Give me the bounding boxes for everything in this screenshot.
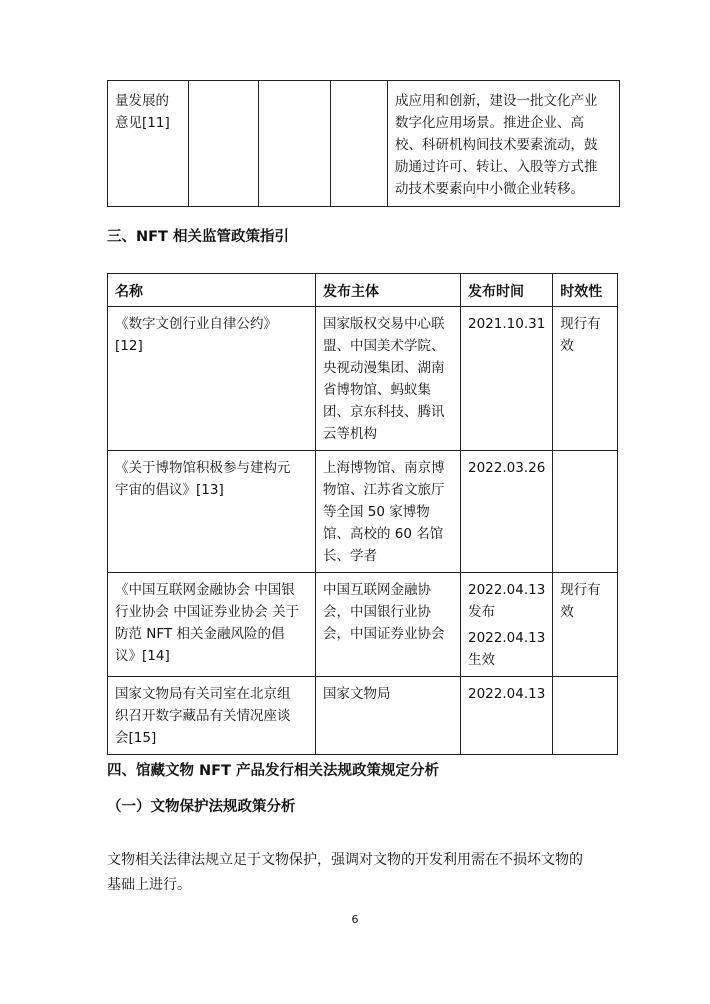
table-row (108, 573, 618, 677)
text-line: 中国互联网金融协 (323, 582, 431, 598)
text-line: 2022.04.13 (468, 686, 546, 702)
text-line: 国家文物局 (323, 686, 391, 702)
table-row (108, 451, 618, 573)
text-line: 行业协会 中国证券业协会 关于 (115, 604, 300, 620)
policy-status (553, 307, 618, 451)
section-3-heading: 三、NFT 相关监管政策指引 (107, 229, 289, 245)
text-line: 2022.03.26 (468, 460, 546, 476)
policy-content-cell (388, 81, 620, 207)
text-line: 《数字文创行业自律公约》 (115, 316, 277, 332)
policy-name (108, 451, 316, 573)
text-line: 《关于博物馆积极参与建构元 (115, 460, 291, 476)
text-line: 校、科研机构间技术要素流动，鼓 (395, 137, 598, 153)
section-4-heading: 四、馆藏文物 NFT 产品发行相关法规政策规定分析 (107, 763, 440, 779)
policy-status (553, 677, 618, 755)
text-line: 发布 (468, 604, 495, 620)
text-line: 长、学者 (323, 548, 377, 564)
text-line: 会，中国证券业协会 (323, 626, 445, 642)
text-line: 宇宙的倡议》[13] (115, 482, 224, 498)
header-issuer: 发布主体 (316, 274, 461, 307)
policy-date (461, 451, 553, 573)
table-row (108, 677, 618, 755)
text-line: 现行有 (560, 316, 601, 332)
text-line: 生效 (468, 652, 495, 668)
text-line: 云等机构 (323, 426, 377, 442)
text-line: 防范 NFT 相关金融风险的倡 (115, 626, 285, 642)
policy-status (553, 573, 618, 677)
table-row (108, 81, 620, 207)
text-line: 效 (560, 604, 574, 620)
policy-name (108, 573, 316, 677)
text-line: 2022.04.13 (468, 630, 546, 646)
policy-date (461, 573, 553, 677)
header-date: 发布时间 (461, 274, 553, 307)
policy-name-cell (108, 81, 189, 207)
text-line: 央视动漫集团、湖南 (323, 360, 445, 376)
text-line: 上海博物馆、南京博 (323, 460, 445, 476)
policy-issuer (316, 677, 461, 755)
text-line: 文物相关法律法规立足于文物保护，强调对文物的开发利用需在不损坏文物的 (107, 852, 583, 868)
text-line: 国家文物局有关司室在北京组 (115, 686, 291, 702)
text-line: 《中国互联网金融协会 中国银 (115, 582, 295, 598)
body-paragraph (107, 848, 607, 898)
policy-name (108, 677, 316, 755)
continued-table (107, 80, 620, 207)
text-line: 现行有 (560, 582, 601, 598)
text-line: 意见[11] (115, 115, 170, 131)
text-line: 2022.04.13 (468, 582, 546, 598)
table-header-row (108, 274, 618, 307)
text-line: 织召开数字藏品有关情况座谈 (115, 708, 291, 724)
text-line: 等全国 50 家博物 (323, 504, 430, 520)
empty-cell (331, 81, 388, 207)
text-line: 基础上进行。 (107, 877, 191, 893)
text-line: 励通过许可、转让、入股等方式推 (395, 159, 598, 175)
text-line: 数字化应用场景。推进企业、高 (395, 115, 584, 131)
table-row (108, 307, 618, 451)
text-line: 效 (560, 338, 574, 354)
text-line: 2021.10.31 (468, 316, 546, 332)
policy-issuer (316, 573, 461, 677)
text-line: 会[15] (115, 730, 157, 746)
policy-date (461, 307, 553, 451)
text-line: [12] (115, 338, 143, 354)
text-line: 物馆、江苏省文旅厅 (323, 482, 445, 498)
nft-policy-table (107, 273, 618, 755)
text-line: 盟、中国美术学院、 (323, 338, 445, 354)
text-line: 议》[14] (115, 648, 170, 664)
policy-status (553, 451, 618, 573)
text-line: 团、京东科技、腾讯 (323, 404, 445, 420)
text-line: 动技术要素向中小微企业转移。 (395, 181, 584, 197)
empty-cell (259, 81, 331, 207)
policy-issuer (316, 451, 461, 573)
header-name: 名称 (108, 274, 316, 307)
policy-issuer (316, 307, 461, 451)
page-number: 6 (351, 913, 359, 926)
policy-date (461, 677, 553, 755)
subsection-1-heading: （一）文物保护法规政策分析 (107, 799, 296, 815)
text-line: 省博物馆、蚂蚁集 (323, 382, 431, 398)
policy-name (108, 307, 316, 451)
text-line: 国家版权交易中心联 (323, 316, 445, 332)
text-line: 量发展的 (115, 93, 169, 109)
text-line: 会，中国银行业协 (323, 604, 431, 620)
text-line: 成应用和创新，建设一批文化产业 (395, 93, 598, 109)
text-line: 馆、高校的 60 名馆 (323, 526, 444, 542)
empty-cell (189, 81, 259, 207)
header-status: 时效性 (553, 274, 618, 307)
